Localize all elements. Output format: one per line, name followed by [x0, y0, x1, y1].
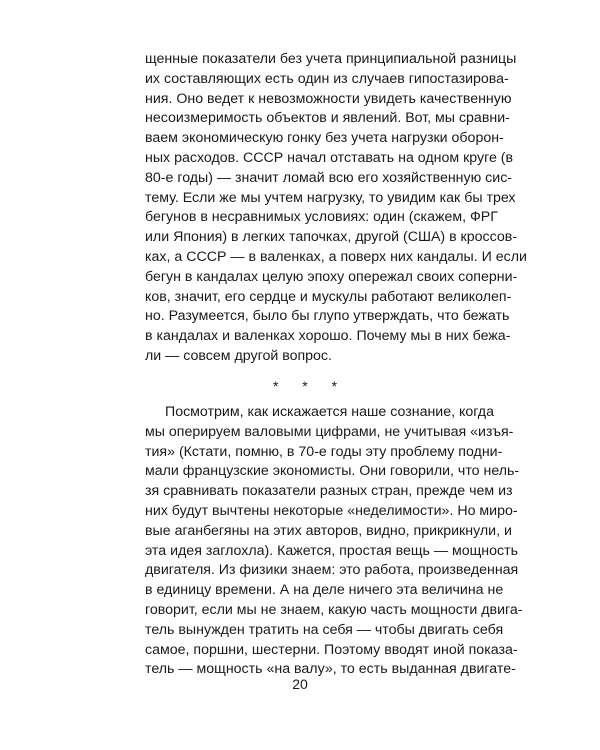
text-line: тель — мощность «на валу», то есть выданная двигате- [145, 661, 516, 678]
text-line: самое, поршни, шестерни. Поэтому вводят иной показа- [145, 641, 518, 658]
text-line: тия» (Кстати, помню, в 70-е годы эту проблему подни- [145, 443, 503, 460]
text-line: них будут вычтены некоторые «неделимости». Но миро- [145, 502, 518, 519]
page-number: 20 [292, 676, 308, 692]
text-line: бегунов в несравнимых условиях: один (скажем, ФРГ [145, 209, 498, 226]
paragraph-2 [145, 403, 523, 680]
text-line: 80-е годы) — значит ломай всю его хозяйственную сис- [145, 169, 513, 186]
text-line: ков, значит, его сердце и мускулы работают великолеп- [145, 288, 512, 305]
text-line: ках, а СССР — в валенках, а поверх них кандалы. И если [145, 248, 527, 265]
section-separator: * * * [272, 378, 348, 394]
text-line: эта идея заглохла). Кажется, простая вещь — мощность [145, 542, 519, 559]
text-line: в единицу времени. А на деле ничего эта величина не [145, 582, 504, 599]
text-line: ваем экономическую гонку без учета нагрузки оборон- [145, 130, 504, 147]
text-line: двигателя. Из физики знаем: это работа, произведенная [145, 562, 519, 579]
text-line: вые аганбегяны на этих авторов, видно, прикрикнули, и [145, 522, 512, 539]
text-line: ния. Оно ведет к невозможности увидеть качественную [145, 90, 512, 107]
text-line: несоизмеримость объектов и явлений. Вот, мы сравни- [145, 110, 510, 127]
text-line: мали французские экономисты. Они говорили, что нель- [145, 463, 520, 480]
text-line: щенные показатели без учета принципиальной разницы [145, 51, 517, 67]
text-line: тему. Если же мы учтем нагрузку, то увидим как бы трех [145, 189, 516, 206]
text-line: или Япония) в легких тапочках, другой (США) в кроссов- [145, 229, 518, 246]
text-line: бегун в кандалах целую эпоху опережал своих соперни- [145, 268, 518, 285]
text-line: говорит, если мы не знаем, какую часть мощности двига- [145, 601, 523, 618]
text-line: ли — совсем другой вопрос. [145, 347, 332, 364]
text-line: тель вынужден тратить на себя — чтобы двигать себя [145, 621, 504, 638]
text-line: их составляющих есть один из случаев гипостазирова- [145, 70, 509, 87]
text-line: Посмотрим, как искажается наше сознание, когда [165, 404, 494, 420]
text-line: ных расходов. СССР начал отставать на одном круге (в [145, 149, 514, 166]
text-line: но. Разумеется, было бы глупо утверждать, что бежать [145, 308, 510, 325]
text-line: зя сравнивать показатели разных стран, прежде чем из [145, 483, 513, 500]
text-line: мы оперируем валовыми цифрами, не учитывая «изъя- [145, 423, 514, 440]
text-line: в кандалах и валенках хорошо. Почему мы в них бежа- [145, 328, 511, 345]
paragraph-1 [145, 50, 527, 367]
